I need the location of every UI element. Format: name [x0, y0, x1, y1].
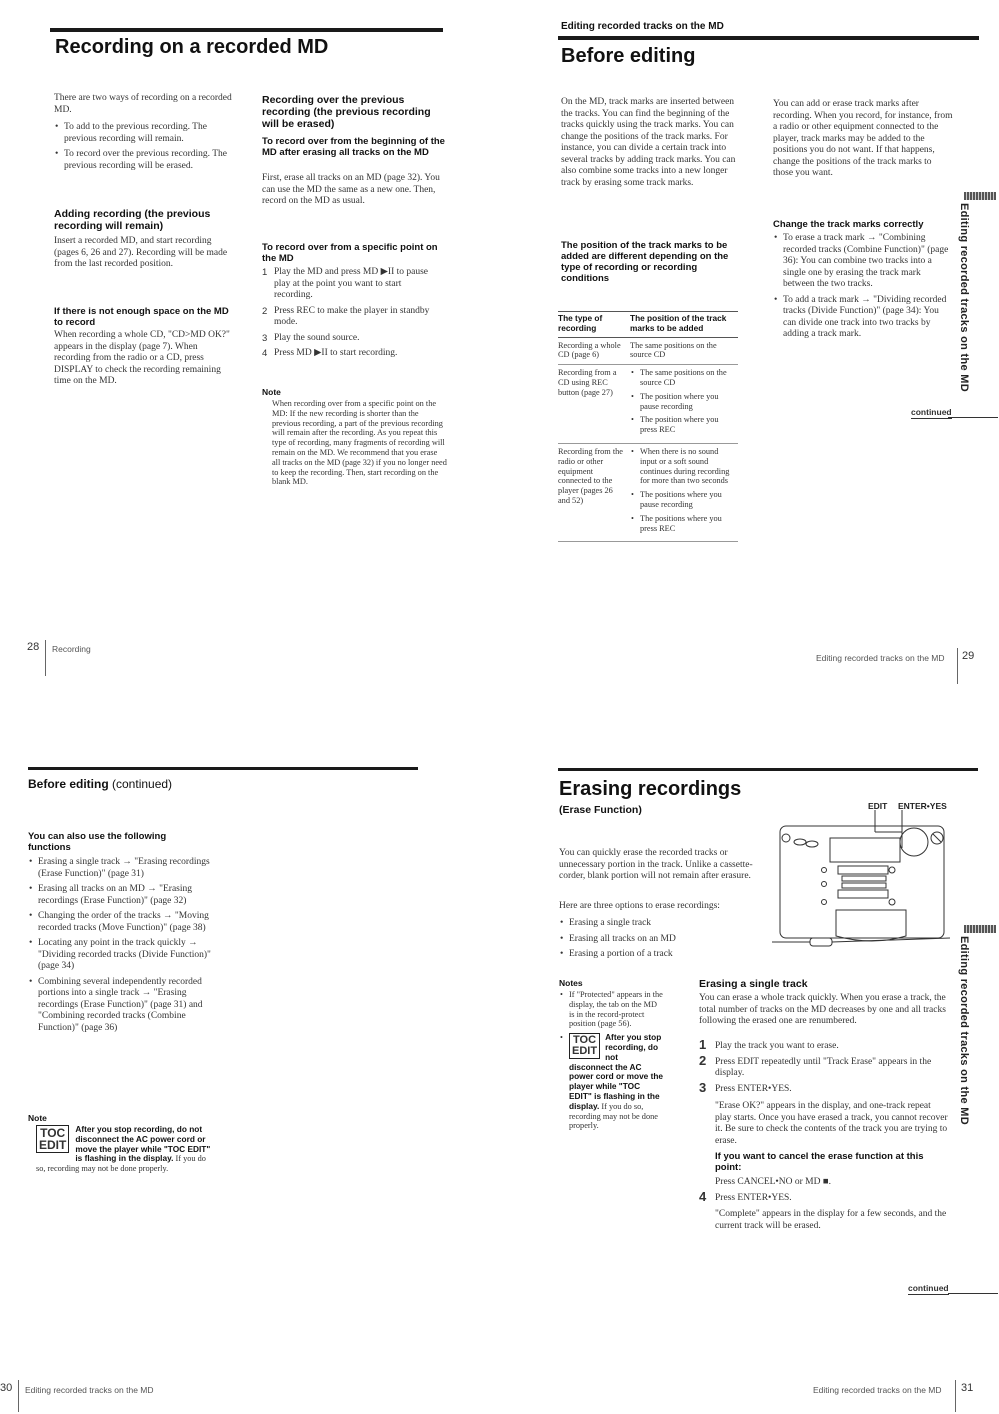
list-item: • Erasing a single track: [559, 918, 759, 930]
note-bold: After you stop recording, do not disconnect the AC power cord or move the player while "TOC EDIT" is flashing in the display.: [75, 1124, 211, 1164]
sub-heading: You can also use the following functions: [28, 831, 167, 853]
list-item: • Erasing a single track → "Erasing recordings (Erase Function)" (page 31): [28, 857, 213, 880]
table-header-row: [558, 312, 738, 338]
section-label: Editing recorded tracks on the MD: [561, 21, 724, 32]
list-item: 4 Press ENTER•YES.: [699, 1188, 792, 1204]
sub-heading: To record over from the beginning of the MD after erasing all tracks on the MD: [262, 136, 445, 158]
notes-list: [559, 990, 664, 1135]
title-rule: [50, 28, 443, 32]
cassette-door: [836, 910, 906, 941]
list-item: • The same positions on the source CD: [630, 368, 734, 388]
footer-section: Editing recorded tracks on the MD: [25, 1385, 154, 1395]
title-rule: [28, 767, 418, 770]
sub-heading: The position of the track marks to be added are different depending on the type of recording or recording conditions: [561, 240, 729, 284]
note-bold: After you stop recording, do not disconnect the AC power cord or move the player while "TOC EDIT" is flashing in the display.: [569, 1032, 664, 1111]
step-detail: "Erase OK?" appears in the display, and one-track repeat play starts. Once you have erased a track, you cannot recover it. Be sure to check the contents of the track you are trying to erase.: [715, 1101, 948, 1146]
jog-dial: [900, 828, 928, 856]
list-item: • If "Protected" appears in the display, the tab on the MD is in the record-protect position (page 56).: [559, 990, 664, 1029]
continued-rule: [948, 1293, 998, 1294]
table-row: [558, 443, 738, 541]
body-text: You can erase a whole track quickly. When you erase a track, the total number of tracks on the MD decreases by one and all tracks following the erased one are renumbered.: [699, 993, 946, 1026]
note-label: Note: [262, 387, 281, 397]
list-item: 1 Play the track you want to erase.: [699, 1037, 839, 1052]
note-rest: If you do so, recording may not be done properly.: [569, 1101, 658, 1131]
page-number: 31: [961, 1382, 974, 1394]
side-tab-marker: [964, 192, 996, 200]
step-detail: Press CANCEL•NO or MD ■.: [715, 1177, 831, 1187]
list-item: • The positions where you pause recording: [630, 490, 734, 510]
page-title: Recording on a recorded MD: [55, 36, 329, 58]
side-tab-label: Editing recorded tracks on the MD: [958, 203, 970, 392]
title-suffix: (continued): [112, 777, 173, 791]
note-text: When recording over from a specific point on the MD: If the new recording is shorter than the previous recording, a part of the previous recording will remain after the recording. As you repeat this type of recording, many fragments of recording will remain on the MD. We recommend that you erase all tracks on the MD (page 32) if you no longer need to keep the recording. Then, start recording on the blank MD.: [272, 399, 447, 487]
side-tab-marker: [964, 925, 996, 933]
list-item: • To record over the previous recording. The previous recording will be erased.: [54, 149, 234, 172]
list-item: • Combining several independently recorded portions into a single track → "Erasing recordings (Erase Function)" (page 31) and "Combining recorded tracks (Combine Function)" (page 36): [28, 977, 213, 1035]
body-text: First, erase all tracks on an MD (page 32). You can use the MD the same as a new one. Then, record on the MD as usual.: [262, 173, 440, 206]
list-item: 1 Play the MD and press MD ▶II to pause play at the point you want to start recording.: [262, 267, 429, 300]
list-item: • Erasing all tracks on an MD: [559, 934, 759, 946]
table-cell: [630, 443, 738, 541]
list-item: • Changing the order of the tracks → "Moving recorded tracks (Move Function)" (page 38): [28, 911, 213, 934]
page-number: 29: [962, 650, 975, 662]
figure-label-edit: EDIT: [868, 801, 888, 811]
page-title: Before editing: [561, 45, 696, 67]
intro-text: You can quickly erase the recorded tracks or unnecessary portion in the track. Unlike a cassette-corder, blank portion will not remain after erasure.: [559, 848, 753, 881]
list-item: • When there is no sound input or a soft sound continues during recording for more than two seconds: [630, 447, 734, 486]
title-main: Before editing: [28, 777, 109, 791]
sub-heading: If you want to cancel the erase function at this point:: [715, 1151, 924, 1173]
change-list: [773, 233, 953, 345]
continued-label: continued: [908, 1283, 949, 1293]
intro-list: [54, 122, 234, 176]
table-header: The type of recording: [558, 312, 630, 338]
sub-heading: Change the track marks correctly: [773, 219, 924, 230]
side-tab-label: Editing recorded tracks on the MD: [958, 936, 970, 1125]
step-list: [699, 1037, 949, 1232]
table-cell: Recording a whole CD (page 6): [558, 337, 630, 365]
toc-edit-icon: TOC EDIT: [36, 1125, 69, 1153]
list-item: 4 Press MD ▶II to start recording.: [262, 348, 398, 359]
intro-text: On the MD, track marks are inserted between the tracks. You can find the beginning of the tracks quickly using the track marks. You can change the positions of the track marks. For instance, you can divide a certain track into several tracks by adding track marks. You can also combine some tracks into a new longer track by erasing some track marks.: [561, 97, 736, 188]
list-item: • Erasing all tracks on an MD → "Erasing recordings (Erase Function)" (page 32): [28, 884, 213, 907]
page-title: [28, 777, 172, 791]
sub-heading: To record over from a specific point on the MD: [262, 242, 438, 264]
list-item: 3 Press ENTER•YES.: [699, 1079, 792, 1095]
display-window: [830, 838, 900, 862]
section-heading: Erasing a single track: [699, 978, 808, 990]
table-cell: Recording from a CD using REC button (page 27): [558, 365, 630, 444]
footer-section: Editing recorded tracks on the MD: [816, 653, 945, 663]
footer-section: Recording: [52, 644, 91, 654]
note-rest: If you do so, recording may not be done properly.: [36, 1154, 206, 1174]
title-rule: [558, 768, 978, 771]
body-text: When recording a whole CD, "CD>MD OK?" appears in the display (page 7). When recording from the radio or a CD, press DISPLAY to check the recording remaining time on the MD.: [54, 330, 230, 386]
footer-section: Editing recorded tracks on the MD: [813, 1385, 942, 1395]
list-item: • The positions where you press REC: [630, 514, 734, 534]
list-item: • To add to the previous recording. The previous recording will remain.: [54, 122, 234, 145]
body-text: Here are three options to erase recordings:: [559, 901, 720, 911]
toc-edit-icon: • TOC EDIT: [569, 1033, 600, 1059]
list-item: • Erasing a portion of a track: [559, 949, 759, 961]
figure-label-enter: ENTER•YES: [898, 801, 947, 811]
step-list: [262, 267, 440, 364]
body-text: Insert a recorded MD, and start recording (pages 6, 26 and 27). Recording will be made from the last recorded position.: [54, 236, 228, 269]
footer-divider: [18, 1380, 19, 1412]
footer-divider: [45, 640, 46, 676]
list-item: 2 Press EDIT repeatedly until "Track Erase" appears in the display.: [699, 1052, 932, 1078]
page-title: Erasing recordings: [559, 778, 742, 800]
section-heading: Recording over the previous recording (the previous recording will be erased): [262, 94, 431, 130]
table-cell: [630, 365, 738, 444]
list-item: [559, 1033, 664, 1131]
sub-heading: If there is not enough space on the MD to record: [54, 306, 229, 328]
page-number: 30: [0, 1382, 13, 1394]
list-item: • To add a track mark → "Dividing recorded tracks (Divide Function)" (page 34): You can divide one track into two tracks by adding a track mark.: [773, 295, 953, 341]
footer-divider: [955, 1380, 956, 1412]
list-item: 3 Play the sound source.: [262, 332, 360, 344]
page-number: 28: [27, 641, 40, 653]
table-header: The position of the track marks to be added: [630, 312, 738, 338]
options-list: [559, 918, 759, 965]
notes-label: Notes: [559, 978, 583, 988]
continued-rule: [948, 417, 998, 418]
list-item: • The position where you press REC: [630, 415, 734, 435]
note-label: Note: [28, 1113, 47, 1123]
device-body: [780, 826, 944, 938]
note-block: [36, 1125, 216, 1174]
list-item: • To erase a track mark → "Combining recorded tracks (Combine Function)" (page 36): You can combine two tracks into a single one by erasing the track mark between the two tracks.: [773, 233, 953, 291]
intro-text: There are two ways of recording on a recorded MD.: [54, 93, 232, 115]
step-detail: "Complete" appears in the display for a few seconds, and the current track will be erased.: [715, 1209, 947, 1231]
track-mark-table: [558, 311, 738, 542]
device-illustration: [772, 810, 952, 960]
table-row: [558, 365, 738, 444]
footer-divider: [957, 648, 958, 684]
list-item: • Locating any point in the track quickly → "Dividing recorded tracks (Divide Function)" (page 34): [28, 938, 213, 973]
table-cell: The same positions on the source CD: [630, 337, 738, 365]
page-subtitle: (Erase Function): [559, 804, 642, 816]
list-item: 2 Press REC to make the player in standby mode.: [262, 305, 430, 327]
body-text: You can add or erase track marks after recording. When you record, for instance, from a radio or other equipment connected to the player, track marks may be added to the positions you do not want. If that happens, change the positions of the track marks to those you want.: [773, 99, 953, 178]
title-rule: [558, 36, 979, 40]
function-list: [28, 857, 213, 1038]
continued-label: continued: [911, 407, 952, 417]
section-heading: Adding recording (the previous recording will remain): [54, 208, 211, 232]
table-cell: Recording from the radio or other equipment connected to the player (pages 26 and 52): [558, 443, 630, 541]
table-row: [558, 337, 738, 365]
list-item: • The position where you pause recording: [630, 392, 734, 412]
